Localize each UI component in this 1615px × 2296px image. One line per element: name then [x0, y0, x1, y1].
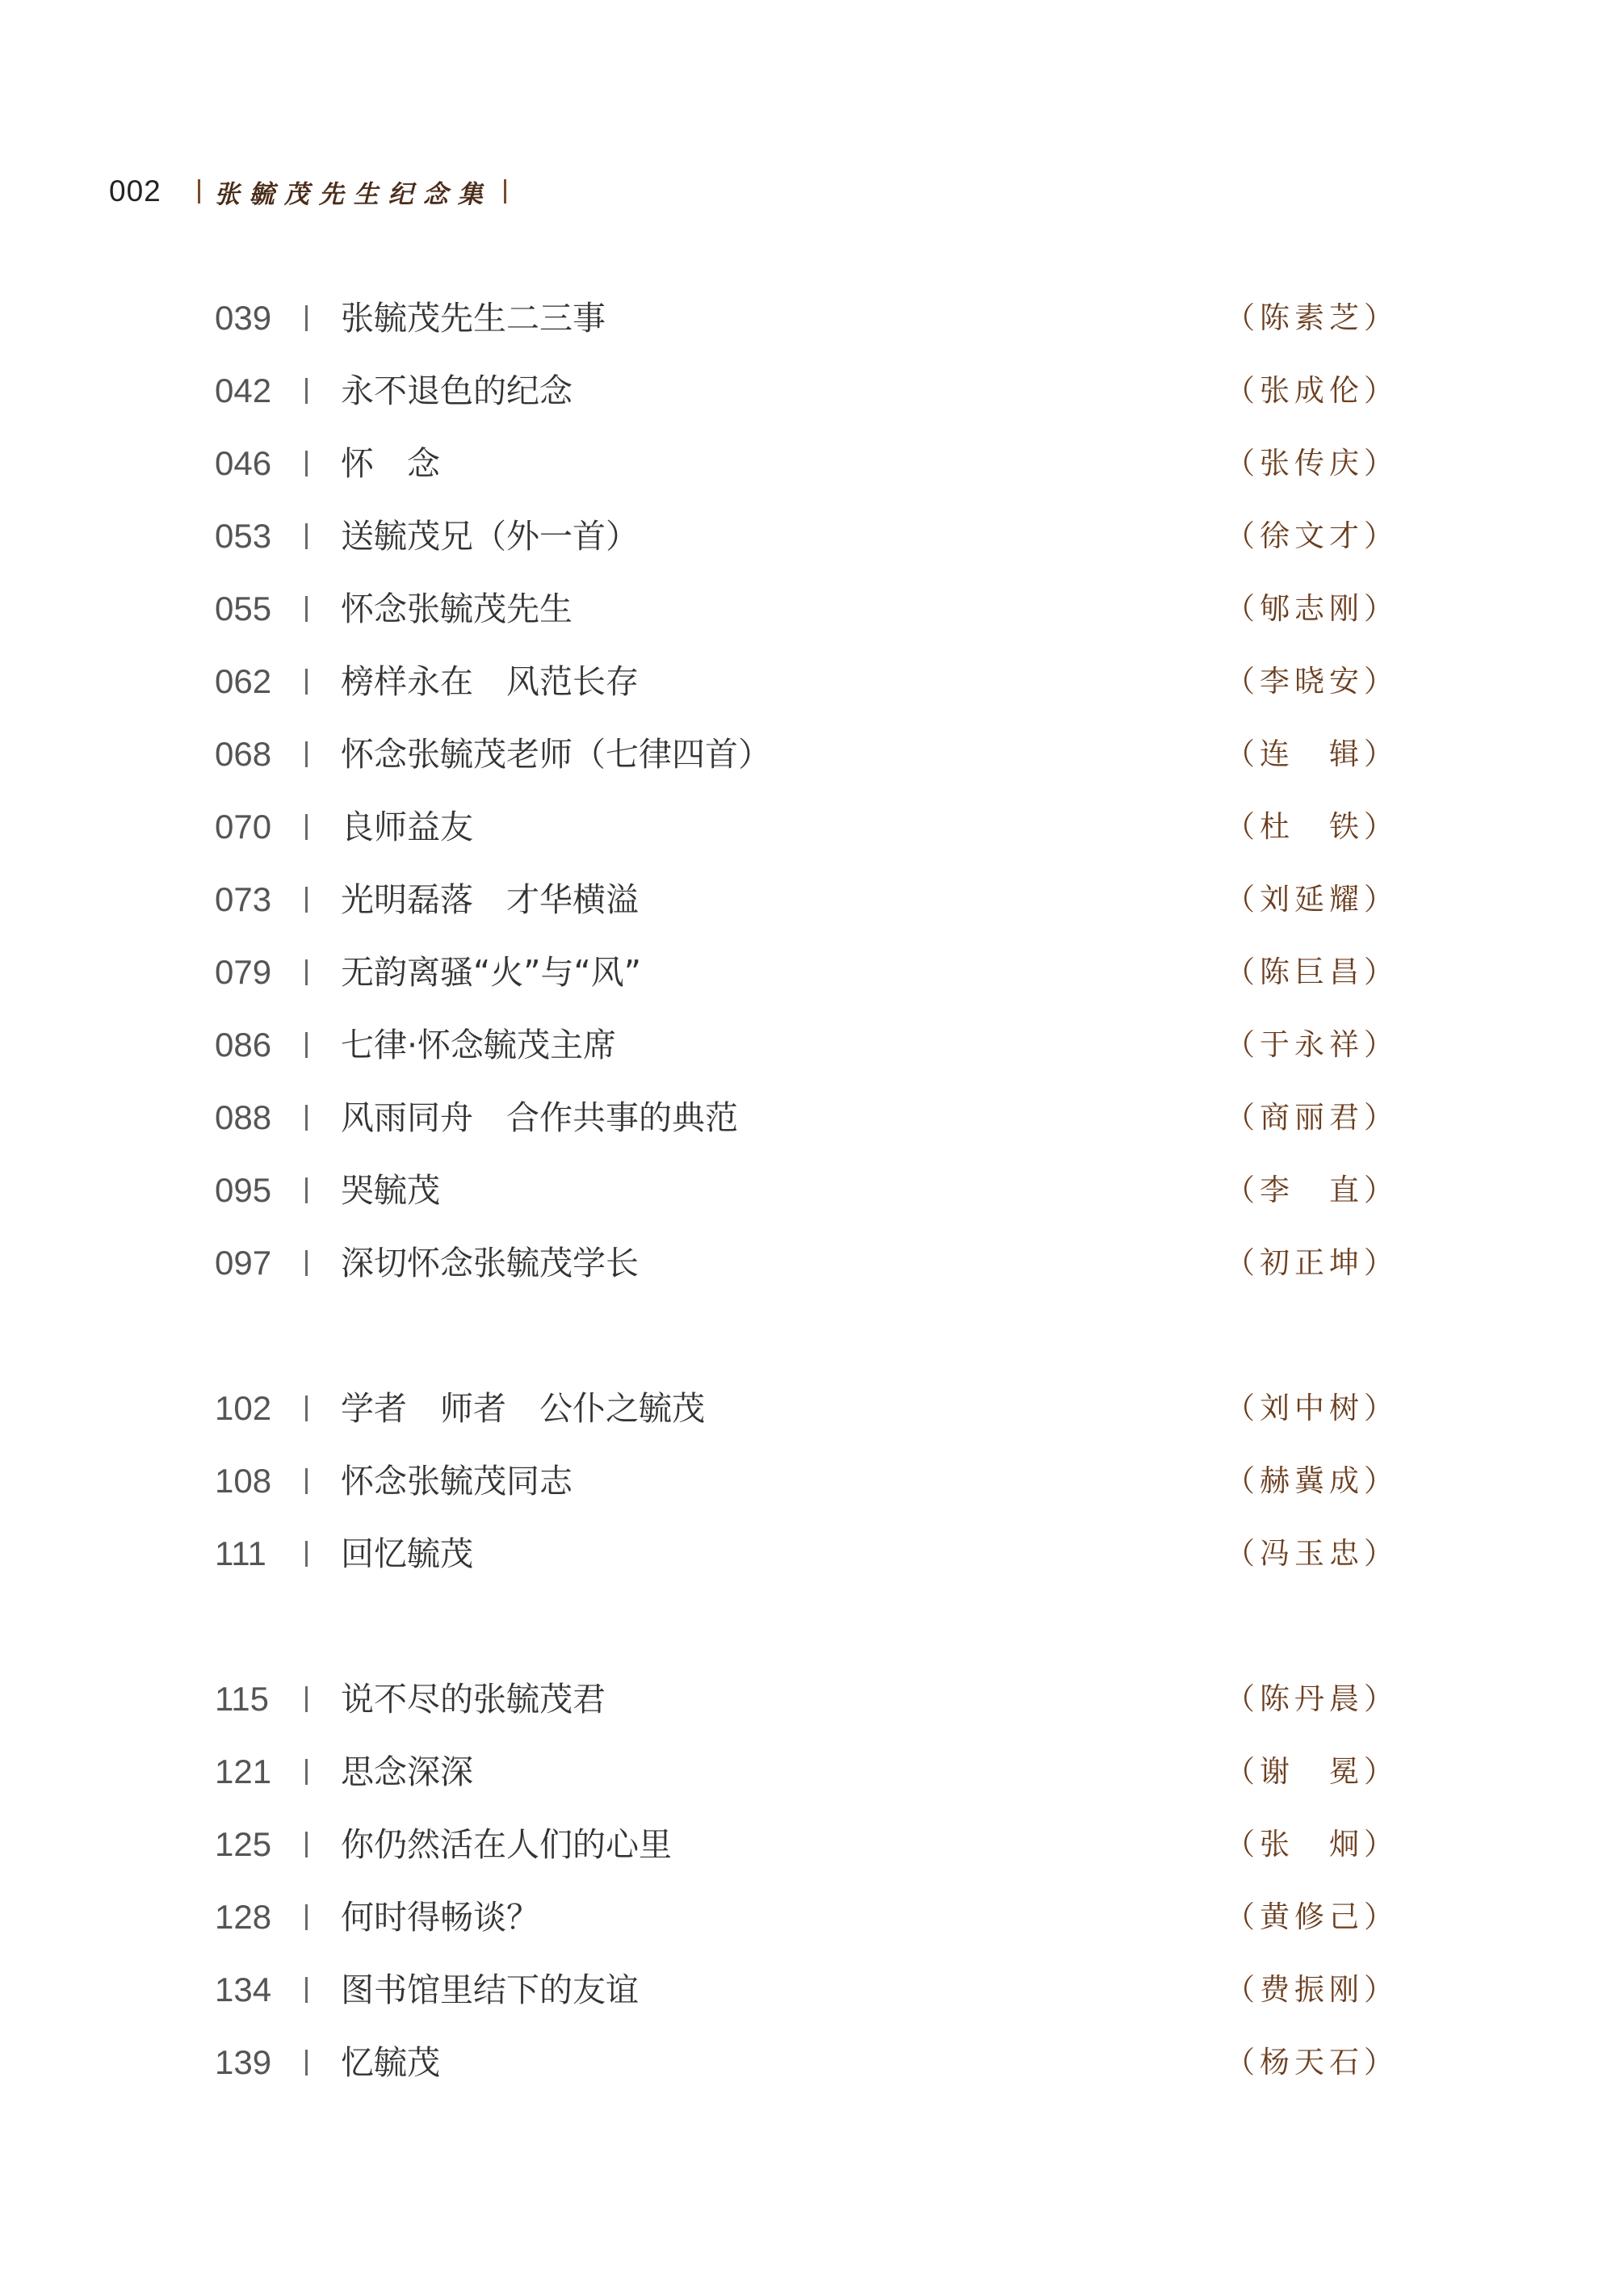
- toc-separator: [305, 1759, 308, 1785]
- toc-title: 深切怀念张毓茂学长: [341, 1244, 639, 1282]
- toc-author: （张成伦）: [1225, 373, 1399, 408]
- toc-separator: [305, 1541, 308, 1567]
- page-number: 002: [109, 174, 162, 208]
- toc-entry[interactable]: [0, 947, 1615, 995]
- toc-title: 七律·怀念毓茂主席: [341, 1026, 617, 1064]
- toc-author: （谢 冕）: [1225, 1754, 1399, 1789]
- toc-entry[interactable]: [0, 365, 1615, 413]
- toc-author: （徐文才）: [1225, 518, 1399, 553]
- toc-entry[interactable]: [0, 874, 1615, 922]
- toc-entry[interactable]: [0, 1092, 1615, 1140]
- toc-page-number: 073: [215, 880, 272, 918]
- toc-page-number: 042: [215, 371, 272, 409]
- toc-author: （初正坤）: [1225, 1245, 1399, 1280]
- toc-page-number: 086: [215, 1026, 272, 1064]
- toc-author: （张传庆）: [1225, 446, 1399, 481]
- toc-page-number: 079: [215, 953, 272, 991]
- toc-entry[interactable]: [0, 438, 1615, 486]
- toc-title: 永不退色的纪念: [341, 371, 573, 410]
- toc-title: 榜样永在 风范长存: [341, 662, 639, 701]
- toc-author: （于永祥）: [1225, 1027, 1399, 1062]
- toc-page-number: 088: [215, 1098, 272, 1136]
- toc-separator: [305, 741, 308, 767]
- toc-separator: [305, 1832, 308, 1857]
- header-divider-right: [504, 179, 506, 204]
- toc-author: （李 直）: [1225, 1173, 1399, 1207]
- toc-separator: [305, 669, 308, 695]
- running-header: [109, 171, 506, 212]
- toc-entry[interactable]: [0, 583, 1615, 632]
- toc-entry[interactable]: [0, 2037, 1615, 2085]
- toc-title: 送毓茂兄（外一首）: [341, 517, 639, 556]
- toc-page-number: 115: [215, 1680, 269, 1718]
- toc-page-number: 108: [215, 1462, 272, 1500]
- toc-title: 你仍然活在人们的心里: [341, 1825, 672, 1864]
- toc-title: 思念深深: [341, 1752, 473, 1791]
- toc-separator: [305, 451, 308, 476]
- toc-page-number: 046: [215, 444, 272, 482]
- toc-title: 怀念张毓茂同志: [341, 1462, 573, 1501]
- toc-title: 何时得畅谈？: [341, 1898, 539, 1937]
- toc-separator: [305, 1686, 308, 1712]
- toc-separator: [305, 1032, 308, 1058]
- toc-author: （刘中树）: [1225, 1391, 1399, 1425]
- toc-separator: [305, 1177, 308, 1203]
- toc-page-number: 053: [215, 517, 272, 555]
- toc-entry[interactable]: [0, 1673, 1615, 1722]
- toc-author: （刘延耀）: [1225, 882, 1399, 917]
- toc-author: （黄修己）: [1225, 1899, 1399, 1934]
- toc-author: （陈丹晨）: [1225, 1681, 1399, 1716]
- toc-page-number: 039: [215, 299, 272, 337]
- toc-entry[interactable]: [0, 292, 1615, 341]
- toc-author: （杨天石）: [1225, 2045, 1399, 2080]
- toc-author: （陈素芝）: [1225, 300, 1399, 335]
- toc-separator: [305, 2050, 308, 2076]
- toc-title: 图书馆里结下的友谊: [341, 1971, 639, 2009]
- toc-author: （杜 铁）: [1225, 809, 1399, 844]
- book-title: 张毓茂先生纪念集: [214, 179, 493, 209]
- toc-page-number: 055: [215, 590, 272, 628]
- toc-separator: [305, 596, 308, 622]
- toc-entry[interactable]: [0, 656, 1615, 704]
- toc-title: 张毓茂先生二三事: [341, 299, 606, 338]
- toc-separator: [305, 1977, 308, 2003]
- toc-author: （张 炯）: [1225, 1827, 1399, 1862]
- toc-title: 光明磊落 才华横溢: [341, 880, 639, 919]
- toc-title: 说不尽的张毓茂君: [341, 1680, 606, 1719]
- toc-entry[interactable]: [0, 1383, 1615, 1431]
- toc-page-number: 070: [215, 808, 272, 846]
- toc-title: 无韵离骚“火”与“风”: [341, 953, 641, 992]
- toc-entry[interactable]: [0, 1455, 1615, 1504]
- toc-title: 哭毓茂: [341, 1171, 440, 1210]
- toc-page-number: 134: [215, 1971, 272, 2008]
- toc-entry[interactable]: [0, 1237, 1615, 1286]
- toc-entry[interactable]: [0, 1891, 1615, 1940]
- toc-entry[interactable]: [0, 510, 1615, 559]
- toc-entry[interactable]: [0, 1019, 1615, 1068]
- toc-author: （商丽君）: [1225, 1100, 1399, 1135]
- toc-page-number: 111: [215, 1534, 266, 1572]
- toc-separator: [305, 378, 308, 404]
- toc-separator: [305, 1250, 308, 1276]
- toc-separator: [305, 959, 308, 985]
- toc-entry[interactable]: [0, 1819, 1615, 1867]
- toc-separator: [305, 305, 308, 331]
- toc-page-number: 062: [215, 662, 272, 700]
- toc-title: 忆毓茂: [341, 2043, 440, 2082]
- toc-author: （李晓安）: [1225, 664, 1399, 699]
- toc-entry[interactable]: [0, 1165, 1615, 1213]
- toc-author: （郇志刚）: [1225, 591, 1399, 626]
- toc-separator: [305, 814, 308, 840]
- toc-author: （费振刚）: [1225, 1972, 1399, 2007]
- toc-title: 怀念张毓茂老师（七律四首）: [341, 735, 771, 774]
- toc-title: 怀念张毓茂先生: [341, 590, 573, 628]
- toc-separator: [305, 1468, 308, 1494]
- toc-page-number: 102: [215, 1389, 272, 1427]
- toc-entry[interactable]: [0, 728, 1615, 777]
- toc-author: （连 辑）: [1225, 737, 1399, 771]
- toc-author: （赫冀成）: [1225, 1463, 1399, 1498]
- toc-separator: [305, 1105, 308, 1131]
- toc-page-number: 068: [215, 735, 272, 773]
- toc-page-number: 097: [215, 1244, 272, 1282]
- toc-separator: [305, 887, 308, 913]
- toc-title: 学者 师者 公仆之毓茂: [341, 1389, 705, 1428]
- toc-title: 回忆毓茂: [341, 1534, 473, 1573]
- toc-entry[interactable]: [0, 801, 1615, 850]
- toc-page-number: 125: [215, 1825, 272, 1863]
- toc-page-number: 128: [215, 1898, 272, 1936]
- toc-separator: [305, 1904, 308, 1930]
- toc-entry[interactable]: [0, 1746, 1615, 1794]
- toc-entry[interactable]: [0, 1964, 1615, 2013]
- toc-separator: [305, 1396, 308, 1421]
- header-divider-left: [198, 179, 200, 204]
- toc-separator: [305, 523, 308, 549]
- toc-title: 良师益友: [341, 808, 473, 846]
- toc-page-number: 121: [215, 1752, 272, 1790]
- toc-entry[interactable]: [0, 1528, 1615, 1576]
- toc-page-number: 095: [215, 1171, 272, 1209]
- toc-title: 怀 念: [341, 444, 440, 483]
- toc-page-number: 139: [215, 2043, 272, 2081]
- toc-author: （陈巨昌）: [1225, 955, 1399, 989]
- toc-title: 风雨同舟 合作共事的典范: [341, 1098, 738, 1137]
- toc-author: （冯玉忠）: [1225, 1536, 1399, 1571]
